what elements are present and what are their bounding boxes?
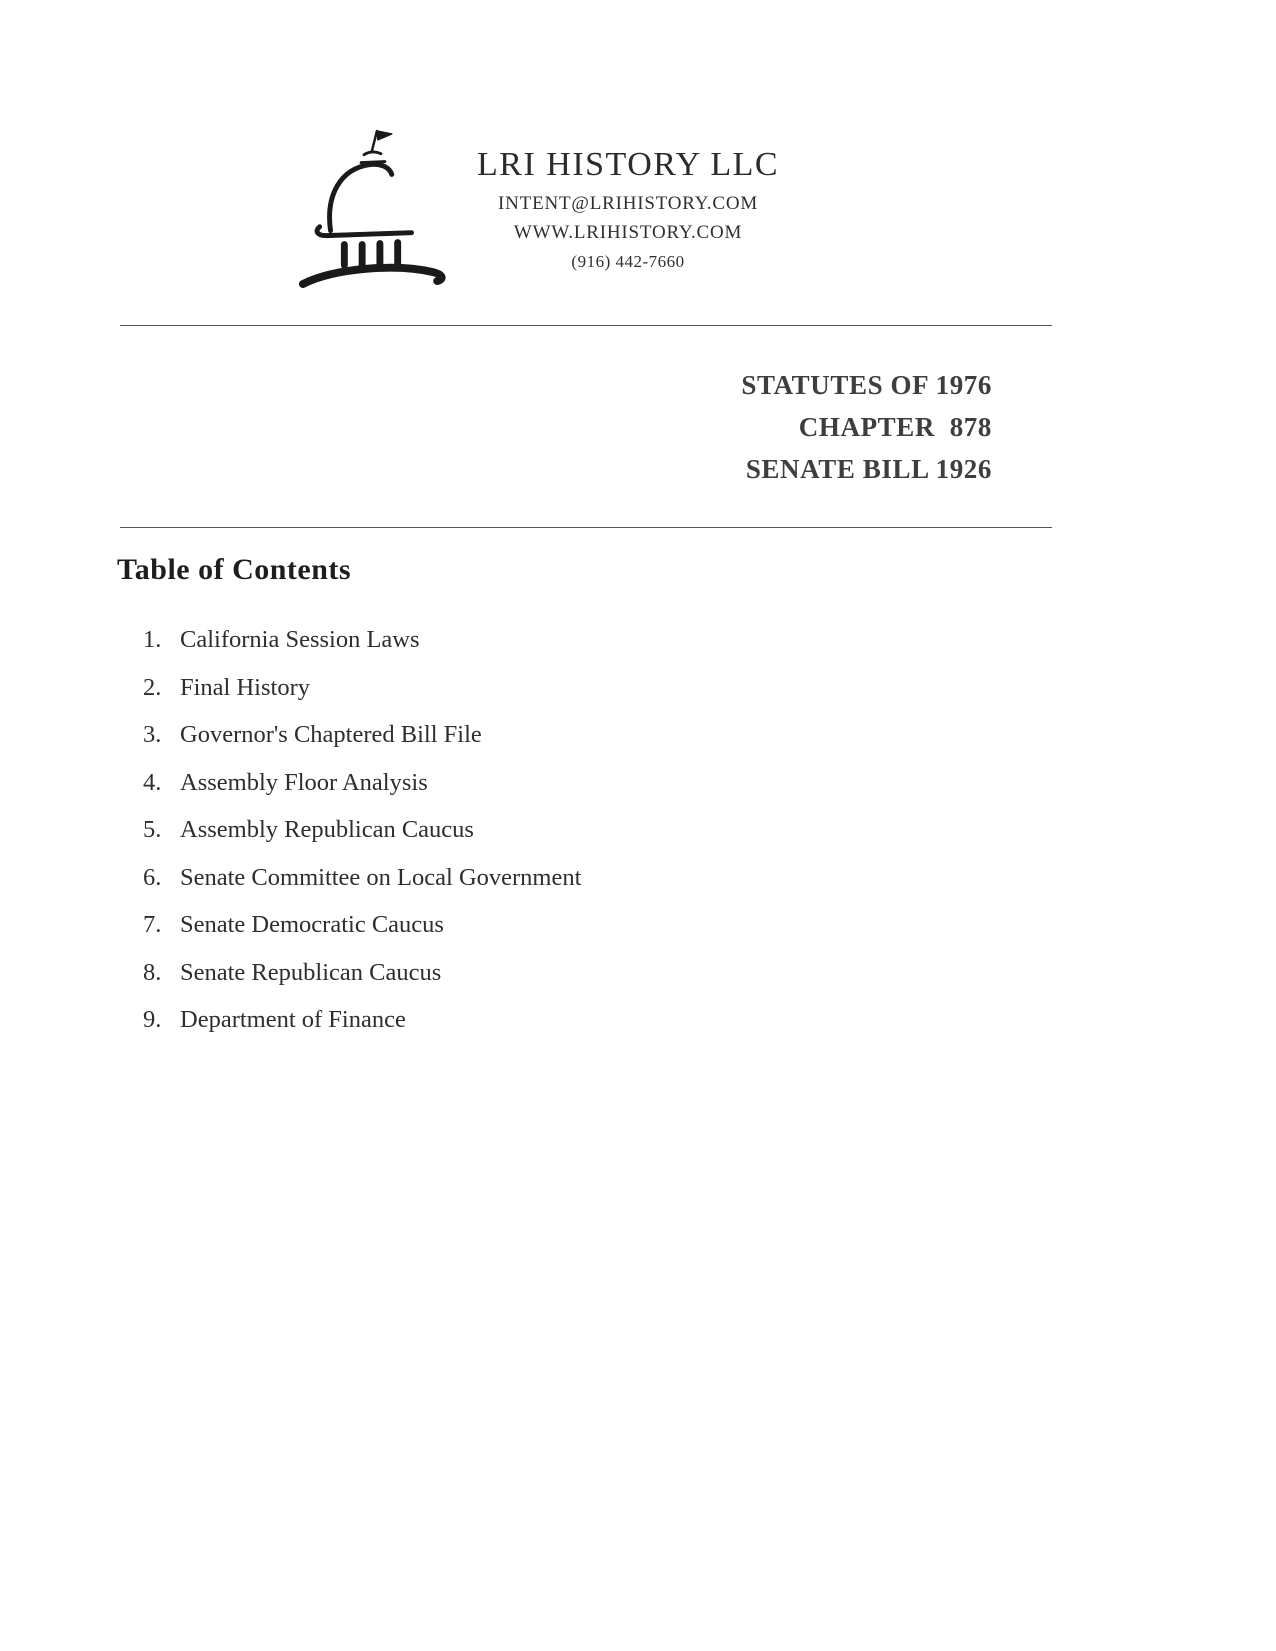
toc-item-label: California Session Laws	[180, 626, 420, 653]
toc-item-label: Governor's Chaptered Bill File	[180, 721, 482, 748]
toc-item	[143, 996, 581, 1044]
statute-title-block	[741, 364, 992, 490]
toc-item-label: Senate Democratic Caucus	[180, 911, 444, 938]
toc-item	[143, 806, 581, 854]
company-name: LRI HISTORY LLC	[477, 146, 780, 183]
toc-item-label: Final History	[180, 673, 310, 701]
capitol-logo	[293, 124, 451, 292]
contact-phone: (916) 442-7660	[571, 252, 685, 271]
letterhead	[293, 124, 779, 292]
toc-item	[143, 759, 581, 807]
toc-item-number: 9.	[143, 1006, 162, 1033]
contact-email: INTENT@LRIHISTORY.COM	[498, 193, 759, 214]
toc-item-number: 4.	[143, 768, 162, 796]
divider-top	[120, 325, 1052, 326]
toc-item	[143, 664, 581, 712]
toc-item-number: 2.	[143, 673, 162, 701]
toc-item	[143, 616, 581, 664]
toc-item-number: 8.	[143, 958, 162, 986]
toc-item-label: Senate Committee on Local Government	[180, 863, 582, 891]
toc-item-label: Department of Finance	[180, 1006, 406, 1033]
toc-item	[143, 854, 581, 902]
toc-item-number: 7.	[143, 911, 162, 938]
chapter-line: CHAPTER 878	[798, 412, 992, 442]
divider-bottom	[120, 527, 1052, 528]
toc-item-number: 6.	[143, 863, 162, 891]
toc-item-number: 1.	[143, 626, 162, 653]
toc-heading: Table of Contents	[117, 553, 352, 586]
toc-list	[143, 616, 581, 1044]
toc-item	[143, 901, 581, 949]
toc-item-number: 5.	[143, 816, 162, 843]
toc-item	[143, 949, 581, 997]
contact-website: WWW.LRIHISTORY.COM	[513, 222, 743, 243]
toc-item	[143, 711, 581, 759]
contact-block	[477, 146, 779, 272]
senate-bill-line: SENATE BILL 1926	[745, 454, 992, 484]
capitol-icon	[293, 124, 451, 292]
toc-item-number: 3.	[143, 721, 162, 748]
toc-item-label: Senate Republican Caucus	[180, 958, 442, 986]
toc-item-label: Assembly Floor Analysis	[180, 768, 428, 796]
toc-item-label: Assembly Republican Caucus	[180, 816, 474, 843]
statutes-line: STATUTES OF 1976	[741, 370, 992, 400]
